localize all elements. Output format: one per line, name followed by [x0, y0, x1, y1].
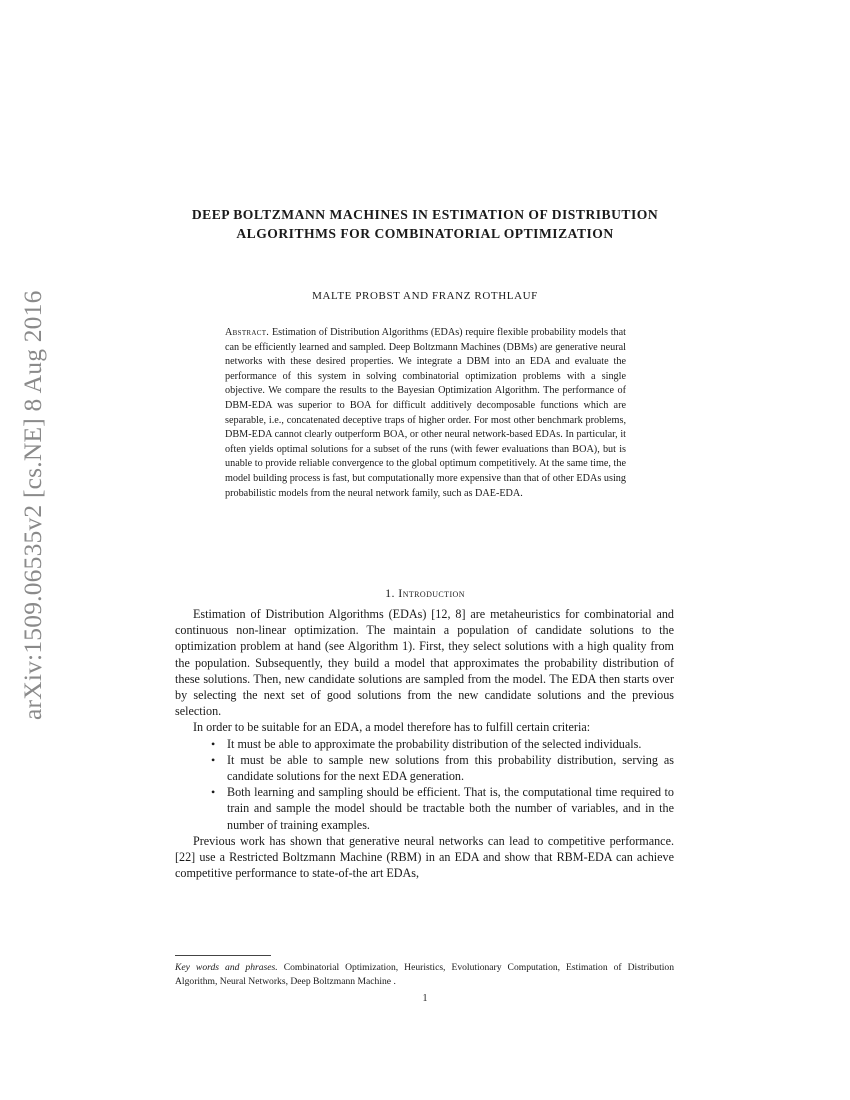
- paper-authors: MALTE PROBST AND FRANZ ROTHLAUF: [312, 290, 538, 302]
- introduction-body: [175, 606, 674, 881]
- arxiv-identifier-stamp: [18, 270, 58, 720]
- criteria-list-item: • It must be able to approximate the probability distribution of the selected individuals.: [175, 736, 674, 752]
- footnote-divider: [175, 955, 271, 956]
- arxiv-identifier-text: arXiv:1509.06535v2 [cs.NE] 8 Aug 2016: [18, 290, 47, 720]
- criteria-list-item: • Both learning and sampling should be efficient. That is, the computational time required to train and sample the model should be tractable both the number of variables, and in the number of training examples.: [175, 784, 674, 833]
- intro-paragraph-3: Previous work has shown that generative neural networks can lead to competitive performance. [22] use a Restricted Boltzmann Machine (RBM) in an EDA and show that RBM-EDA can achieve competitive performance to state-of-the art EDAs,: [175, 833, 674, 881]
- abstract-text: Estimation of Distribution Algorithms (EDAs) require flexible probability models that can be efficiently learned and sampled. Deep Boltzmann Machines (DBMs) are generative neural networks with these desired properties. We integrate a DBM into an EDA and evaluate the performance of this system in solving combinatorial optimization problems with a single objective. We compare the results to the Bayesian Optimization Algorithm. The performance of DBM-EDA was superior to BOA for difficult additively decomposable functions which are separable, i.e., concatenated deceptive traps of higher order. For most other benchmark problems, DBM-EDA cannot clearly outperform BOA, or other neural network-based EDAs. In particular, it often yields optimal solutions for a subset of the runs (with fewer evaluations than BOA), but is unable to provide reliable convergence to the global optimum competitively. At the same time, the model building process is fast, but computationally more expensive than that of other EDAs using probabilistic models from the neural network family, such as DAE-EDA.: [225, 327, 626, 499]
- page-number: 1: [422, 993, 428, 1004]
- intro-paragraph-2: In order to be suitable for an EDA, a model therefore has to fulfill certain criteria:: [193, 720, 591, 735]
- abstract-label: Abstract.: [225, 327, 270, 338]
- criteria-list-item: • It must be able to sample new solutions from this probability distribution, serving as candidate solutions for the next EDA generation.: [175, 752, 674, 784]
- paper-title: DEEP BOLTZMANN MACHINES IN ESTIMATION OF DISTRIBUTION ALGORITHMS FOR COMBINATORIAL OPTIMIZATION: [191, 207, 659, 241]
- keywords-label: Key words and phrases.: [175, 962, 278, 973]
- footnote-keywords: [175, 961, 674, 989]
- intro-paragraph-1: Estimation of Distribution Algorithms (EDAs) [12, 8] are metaheuristics for combinatorial and continuous non-linear optimization. The maintain a population of candidate solutions to the optimization problem at hand (see Algorithm 1). First, they select solutions with a high quality from the population. Subsequently, they build a model that approximates the probability distribution of these solutions. Then, new candidate solutions are sampled from the model. The EDA then starts over by selecting the next set of good solutions from the new candidate solutions and the previous selection.: [175, 607, 674, 719]
- abstract: [225, 326, 626, 501]
- keywords-text: Combinatorial Optimization, Heuristics, Evolutionary Computation, Estimation of Distribution Algorithm, Neural Networks, Deep Boltzmann Machine .: [175, 962, 675, 987]
- section-heading-introduction: 1. Introduction: [385, 586, 465, 600]
- criteria-list: [175, 736, 674, 833]
